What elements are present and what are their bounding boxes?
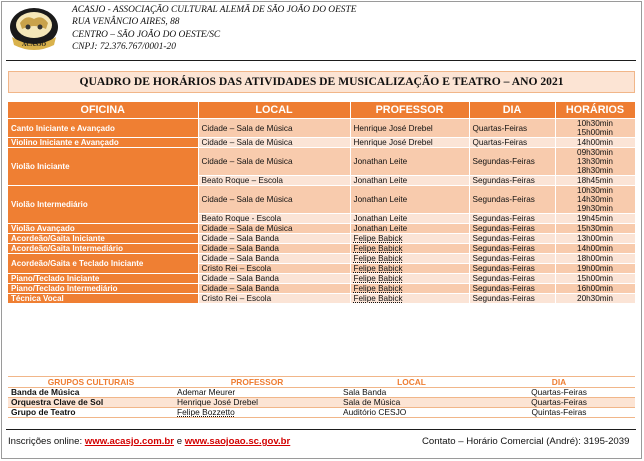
professor-name: Felipe Babick <box>353 254 403 263</box>
dia-cell: Segundas-Feiras <box>469 254 555 264</box>
professor-name: Jonathan Leite <box>353 157 408 166</box>
professor-name: Henrique José Drebel <box>353 138 433 147</box>
dia-cell: Segundas-Feiras <box>469 274 555 284</box>
header-city: CENTRO – SÃO JOÃO DO OESTE/SC <box>72 29 221 40</box>
grupo-cell: Grupo de Teatro <box>8 408 174 418</box>
dia-cell: Segundas-Feiras <box>469 214 555 224</box>
professor-cell <box>350 138 469 148</box>
grupo-local-cell: Sala Banda <box>340 388 483 398</box>
schedule-row <box>8 294 635 304</box>
oficina-cell: Canto Iniciante e Avançado <box>8 119 198 138</box>
footer-divider <box>6 429 636 430</box>
header-street: RUA VENÂNCIO AIRES, 88 <box>72 17 180 28</box>
dia-cell: Segundas-Feiras <box>469 176 555 186</box>
horario-value: 16h00min <box>577 284 613 293</box>
local-cell: Beato Roque – Escola <box>198 176 350 186</box>
horarios-cell <box>555 244 635 254</box>
grupo-dia-cell: Quintas-Feiras <box>483 408 635 418</box>
schedule-table <box>8 102 636 304</box>
header-name: ACASJO - ASSOCIAÇÃO CULTURAL ALEMÃ DE SÃO JOÃO DO OESTE <box>72 5 357 15</box>
dia-cell: Segundas-Feiras <box>469 284 555 294</box>
header-cnpj: CNPJ: 72.376.767/0001-20 <box>72 41 176 52</box>
local-cell: Cidade – Sala Banda <box>198 244 350 254</box>
col-grupo-professor: PROFESSOR <box>174 377 340 388</box>
horario-value: 19h00min <box>577 264 613 273</box>
group-row <box>8 398 635 408</box>
horario-value: 13h00min <box>577 234 613 243</box>
professor-cell <box>350 119 469 138</box>
local-cell: Cidade – Sala de Música <box>198 119 350 138</box>
oficina-cell: Violão Intermediário <box>8 186 198 224</box>
oficina-cell: Piano/Teclado Intermediário <box>8 284 198 294</box>
professor-cell <box>350 148 469 176</box>
col-grupos: GRUPOS CULTURAIS <box>8 377 174 388</box>
groups-table <box>8 376 635 418</box>
professor-cell <box>350 294 469 304</box>
horarios-cell <box>555 294 635 304</box>
col-grupo-dia: DIA <box>483 377 635 388</box>
horarios-cell <box>555 214 635 224</box>
dia-cell: Quartas-Feiras <box>469 119 555 138</box>
local-cell: Cidade – Sala Banda <box>198 254 350 264</box>
professor-cell <box>350 224 469 234</box>
professor-name: Felipe Babick <box>353 284 403 293</box>
professor-cell <box>350 176 469 186</box>
horarios-cell <box>555 176 635 186</box>
grupo-dia-cell: Quartas-Feiras <box>483 388 635 398</box>
horario-value: 18h00min <box>577 254 613 263</box>
horario-value: 15h00min <box>577 128 613 137</box>
professor-name: Felipe Babick <box>353 244 403 253</box>
schedule-row <box>8 254 635 264</box>
group-row <box>8 408 635 418</box>
local-cell: Cidade – Sala Banda <box>198 274 350 284</box>
header-divider <box>6 60 636 61</box>
professor-cell <box>350 274 469 284</box>
horarios-cell <box>555 234 635 244</box>
grupo-cell: Banda de Música <box>8 388 174 398</box>
grupo-professor-cell <box>174 398 340 408</box>
dia-cell: Segundas-Feiras <box>469 148 555 176</box>
horarios-cell <box>555 264 635 274</box>
professor-cell <box>350 254 469 264</box>
local-cell: Cristo Rei – Escola <box>198 294 350 304</box>
grupo-local-cell: Sala de Música <box>340 398 483 408</box>
professor-cell <box>350 244 469 254</box>
horario-value: 10h30min <box>577 119 613 128</box>
horario-value: 14h30min <box>577 195 613 204</box>
horarios-cell <box>555 148 635 176</box>
group-row <box>8 388 635 398</box>
grupo-professor-name: Felipe Bozzetto <box>177 407 235 417</box>
grupo-professor-cell <box>174 408 340 418</box>
schedule-row <box>8 274 635 284</box>
grupo-cell: Orquestra Clave de Sol <box>8 398 174 408</box>
dia-cell: Quartas-Feiras <box>469 138 555 148</box>
horario-value: 15h00min <box>577 274 613 283</box>
footer-contato: Contato – Horário Comercial (André): 3195-2039 <box>422 436 630 447</box>
horario-value: 20h30min <box>577 294 613 303</box>
local-cell: Cidade – Sala de Música <box>198 138 350 148</box>
professor-cell <box>350 284 469 294</box>
schedule-header-row <box>8 102 635 119</box>
col-dia: DIA <box>469 102 555 119</box>
horarios-cell <box>555 254 635 264</box>
svg-text:ACASJO: ACASJO <box>21 42 47 48</box>
horarios-cell <box>555 224 635 234</box>
page-title: QUADRO DE HORÁRIOS DAS ATIVIDADES DE MUSICALIZAÇÃO E TEATRO – ANO 2021 <box>8 71 635 93</box>
dia-cell: Segundas-Feiras <box>469 186 555 214</box>
schedule-row <box>8 234 635 244</box>
col-professor: PROFESSOR <box>350 102 469 119</box>
professor-name: Henrique José Drebel <box>353 123 433 133</box>
professor-name: Jonathan Leite <box>353 224 408 233</box>
professor-name: Felipe Babick <box>353 274 403 283</box>
professor-cell <box>350 234 469 244</box>
dia-cell: Segundas-Feiras <box>469 294 555 304</box>
professor-cell <box>350 186 469 214</box>
grupo-professor-cell <box>174 388 340 398</box>
horario-value: 09h30min <box>577 148 613 157</box>
col-grupo-local: LOCAL <box>340 377 483 388</box>
local-cell: Cidade – Sala Banda <box>198 234 350 244</box>
schedule-row <box>8 244 635 254</box>
association-header <box>72 4 356 53</box>
oficina-cell: Técnica Vocal <box>8 294 198 304</box>
horarios-cell <box>555 119 635 138</box>
col-oficina: OFICINA <box>8 102 198 119</box>
oficina-cell: Violão Avançado <box>8 224 198 234</box>
horario-value: 13h30min <box>577 157 613 166</box>
acasjo-logo <box>6 5 62 53</box>
professor-name: Jonathan Leite <box>353 195 408 204</box>
horarios-cell <box>555 284 635 294</box>
horarios-cell <box>555 138 635 148</box>
inscricoes-label: Inscrições online: <box>8 436 83 447</box>
schedule-row <box>8 186 635 214</box>
professor-cell <box>350 264 469 274</box>
local-cell: Cidade – Sala de Música <box>198 224 350 234</box>
link-connector: e <box>176 436 183 447</box>
grupo-professor-name: Ademar Meurer <box>177 387 236 397</box>
oficina-cell: Piano/Teclado Iniciante <box>8 274 198 284</box>
oficina-cell: Violão Iniciante <box>8 148 198 186</box>
horario-value: 19h45min <box>577 214 613 223</box>
dia-cell: Segundas-Feiras <box>469 224 555 234</box>
footer-inscricoes <box>8 436 290 447</box>
schedule-row <box>8 284 635 294</box>
professor-name: Jonathan Leite <box>353 176 408 185</box>
col-horarios: HORÁRIOS <box>555 102 635 119</box>
dia-cell: Segundas-Feiras <box>469 244 555 254</box>
dia-cell: Segundas-Feiras <box>469 264 555 274</box>
local-cell: Cidade – Sala de Música <box>198 186 350 214</box>
schedule-row <box>8 138 635 148</box>
local-cell: Cidade – Sala de Música <box>198 148 350 176</box>
oficina-cell: Acordeão/Gaita Intermediário <box>8 244 198 254</box>
professor-name: Felipe Babick <box>353 234 403 243</box>
schedule-row <box>8 148 635 176</box>
horarios-cell <box>555 186 635 214</box>
professor-cell <box>350 214 469 224</box>
horario-value: 19h30min <box>577 204 613 213</box>
horario-value: 18h30min <box>577 166 613 175</box>
horario-value: 14h00min <box>577 138 613 147</box>
acasjo-link[interactable]: www.acasjo.com.br <box>84 436 175 447</box>
grupo-local-cell: Auditório CESJO <box>340 408 483 418</box>
grupo-dia-cell: Quartas-Feiras <box>483 398 635 408</box>
grupo-professor-name: Henrique José Drebel <box>177 397 259 407</box>
professor-name: Felipe Babick <box>353 294 403 303</box>
professor-name: Felipe Babick <box>353 264 403 273</box>
professor-name: Jonathan Leite <box>353 214 408 223</box>
dia-cell: Segundas-Feiras <box>469 234 555 244</box>
horario-value: 15h30min <box>577 224 613 233</box>
horario-value: 18h45min <box>577 176 613 185</box>
oficina-cell: Acordeão/Gaita Iniciante <box>8 234 198 244</box>
schedule-row <box>8 224 635 234</box>
local-cell: Beato Roque - Escola <box>198 214 350 224</box>
horarios-cell <box>555 274 635 284</box>
saojoao-link[interactable]: www.saojoao.sc.gov.br <box>184 436 291 447</box>
oficina-cell: Acordeão/Gaita e Teclado Iniciante <box>8 254 198 274</box>
groups-header-row <box>8 377 635 388</box>
schedule-row <box>8 119 635 138</box>
col-local: LOCAL <box>198 102 350 119</box>
horario-value: 10h30min <box>577 186 613 195</box>
horario-value: 14h00min <box>577 244 613 253</box>
oficina-cell: Violino Iniciante e Avançado <box>8 138 198 148</box>
local-cell: Cristo Rei – Escola <box>198 264 350 274</box>
local-cell: Cidade – Sala Banda <box>198 284 350 294</box>
